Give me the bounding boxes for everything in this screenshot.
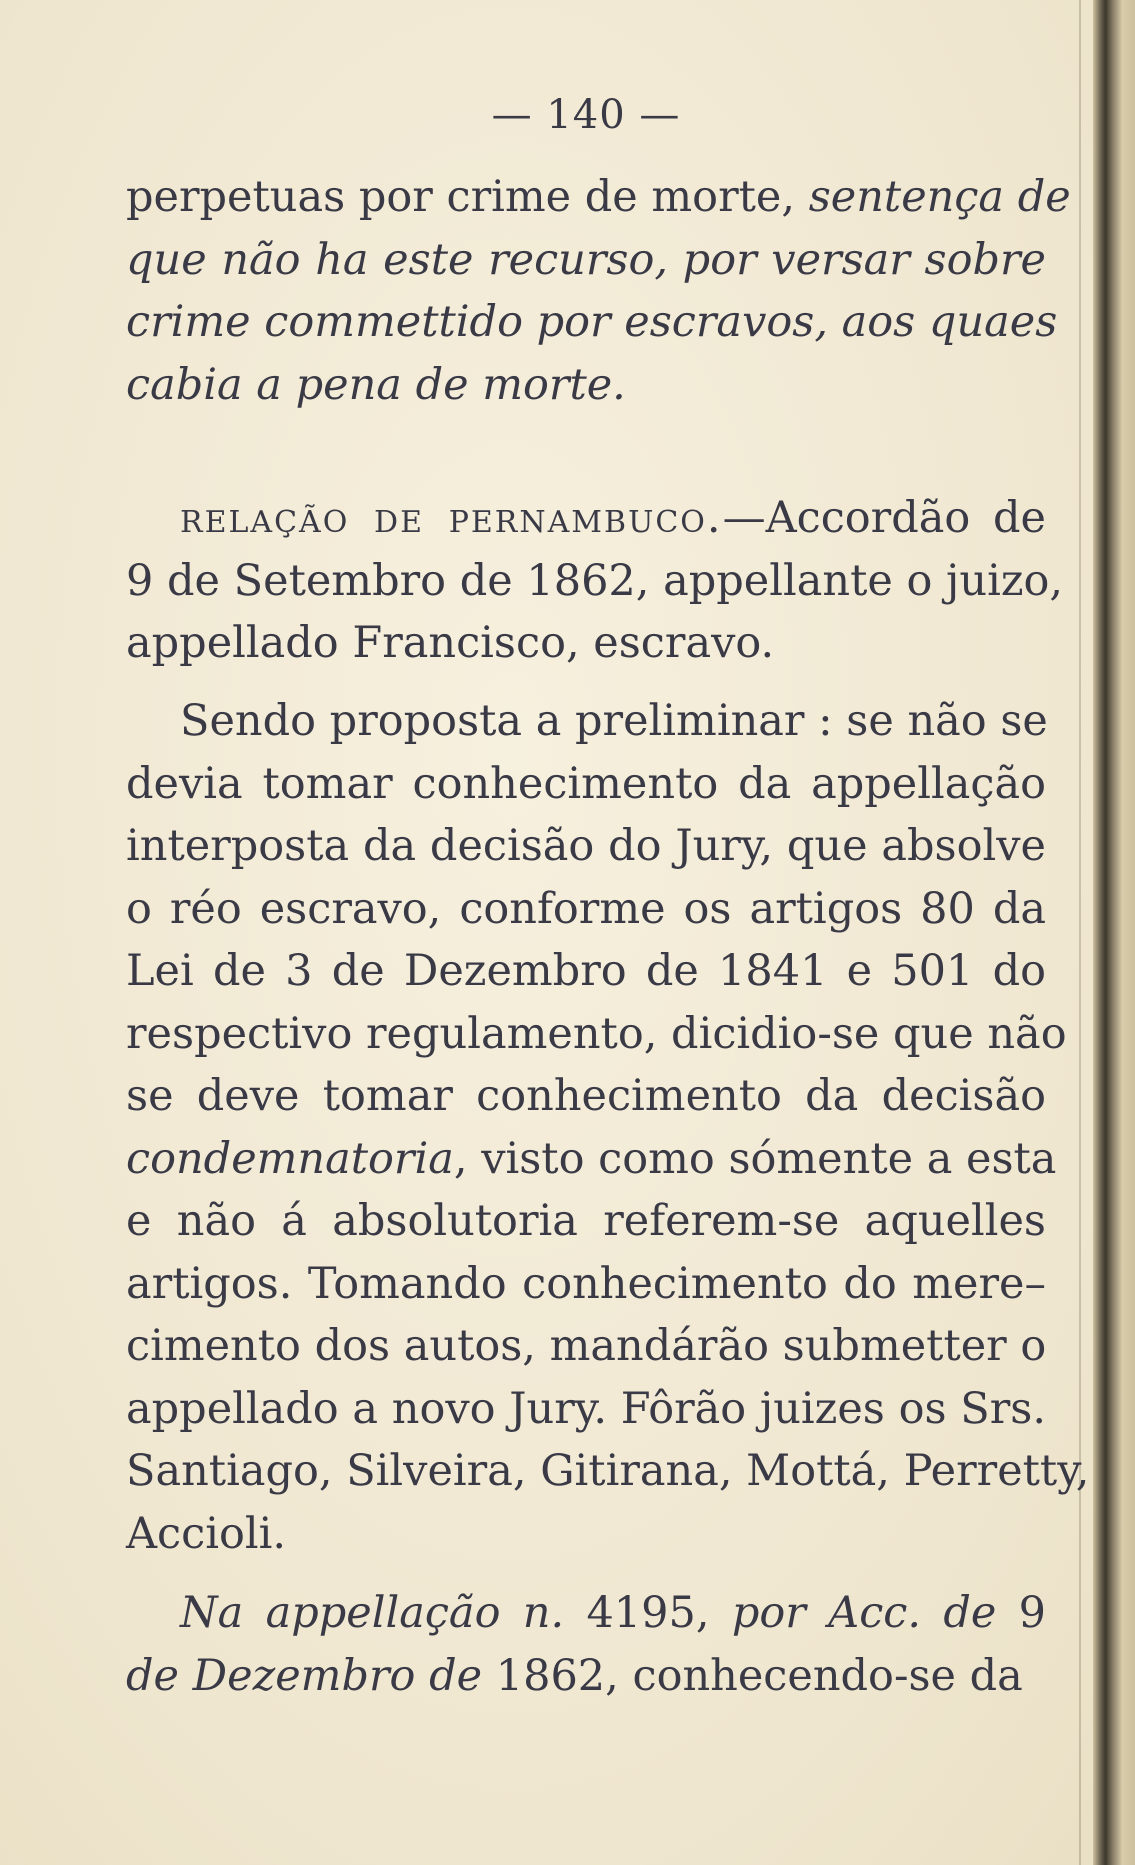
text-line (126, 1440, 1090, 1503)
italic-text: sentença de (808, 172, 1071, 222)
text-line (126, 1065, 1046, 1128)
body-text: e não á absolutoria referem-se aquelles (126, 1196, 1046, 1246)
text-line (126, 1128, 1057, 1191)
italic-text: Na appellação n. (180, 1588, 587, 1638)
italic-text: crime commettido por escravos, aos quaes (126, 297, 1058, 347)
smallcaps-heading: relação de pernambuco. (180, 493, 723, 543)
body-text: Sendo proposta a preliminar : se não se (180, 696, 1048, 746)
body-text: appellado Francisco, escravo. (126, 618, 775, 668)
body-text: 9 (1018, 1588, 1046, 1638)
body-text: interposta da decisão do Jury, que absolve (126, 821, 1046, 871)
text-line (126, 1645, 1046, 1708)
paragraph (126, 1582, 1046, 1707)
paragraph (126, 487, 1064, 675)
body-text: —Accordão de (722, 493, 1046, 543)
paragraph (126, 690, 1090, 1565)
text-line (126, 354, 1046, 417)
body-text: se deve tomar conhecimento da decisão (126, 1071, 1046, 1121)
body-text: devia tomar conhecimento da appellação (126, 758, 1046, 809)
italic-text: por Acc. de (731, 1588, 1019, 1638)
body-text: Santiago, Silveira, Gitirana, Mottá, Perretty, (126, 1446, 1090, 1496)
text-line (126, 940, 1046, 1003)
body-text: o réo escravo, conforme os artigos 80 da (126, 883, 1046, 934)
body-text: Lei de 3 de Dezembro de 1841 e 501 do (126, 946, 1046, 996)
text-line (126, 1582, 1046, 1645)
italic-text: de Dezembro de (126, 1650, 496, 1701)
body-text: appellado a novo Jury. Fôrão juizes os Srs. (126, 1383, 1046, 1434)
italic-text: que não ha este recurso, por versar sobre (126, 234, 1046, 285)
italic-text: condemnatoria (126, 1133, 454, 1184)
body-text: 1862, conhecendo-se da (495, 1650, 1023, 1701)
text-line (126, 815, 1046, 878)
text-line (126, 690, 1046, 753)
page-number: — 140 — (491, 92, 681, 138)
body-text: , visto como sómente a esta (453, 1133, 1057, 1184)
body-text: Accioli. (126, 1508, 287, 1559)
text-line (126, 753, 1046, 816)
text-line (126, 291, 1058, 354)
text-line (126, 1315, 1046, 1378)
body-text: artigos. Tomando conhecimento do mere– (126, 1258, 1046, 1309)
text-line (126, 878, 1046, 941)
body-text: perpetuas por crime de morte, (126, 172, 809, 222)
body-text: 9 de Setembro de 1862, appellante o juizo, (126, 555, 1064, 606)
body-text: cimento dos autos, mandárão submetter o (126, 1321, 1047, 1371)
text-line (126, 1503, 1046, 1566)
text-line (126, 487, 1046, 550)
text-line (126, 1378, 1046, 1441)
body-text: respectivo regulamento, dicidio-se que não (126, 1008, 1067, 1059)
italic-text: cabia a pena de morte. (126, 359, 626, 410)
text-line (126, 1190, 1046, 1253)
text-line (126, 1253, 1046, 1316)
text-line (126, 229, 1046, 292)
text-line (126, 1003, 1067, 1066)
paragraph (126, 166, 1071, 416)
body-text: 4195, (586, 1588, 732, 1638)
text-line (126, 550, 1064, 613)
text-line (126, 612, 1046, 675)
book-gutter (1093, 0, 1135, 1865)
gutter-shadow (1079, 0, 1081, 1865)
text-line (126, 166, 1071, 229)
